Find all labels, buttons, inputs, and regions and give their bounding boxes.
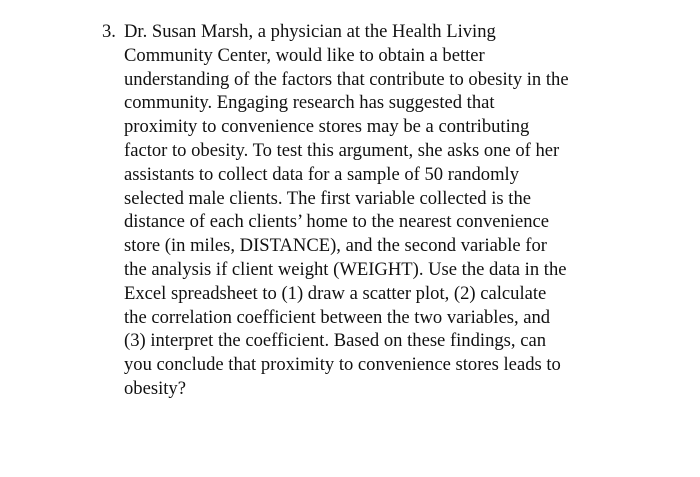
question-line: store (in miles, DISTANCE), and the second variable for <box>124 235 547 257</box>
question-line: Community Center, would like to obtain a better <box>124 44 485 66</box>
question-line: community. Engaging research has suggested that <box>124 92 495 114</box>
question-line: (3) interpret the coefficient. Based on these findings, can <box>124 330 546 352</box>
question-line: proximity to convenience stores may be a contributing <box>124 116 530 138</box>
question-line: the analysis if client weight (WEIGHT). Use the data in the <box>124 258 567 280</box>
question-text <box>124 20 622 401</box>
question-line: selected male clients. The first variable collected is the <box>124 187 532 209</box>
question-line: understanding of the factors that contribute to obesity in the <box>124 68 569 90</box>
question-line: obesity? <box>124 377 186 399</box>
question-line: distance of each clients’ home to the nearest convenience <box>124 211 550 233</box>
question-line: you conclude that proximity to convenience stores leads to <box>124 354 561 376</box>
question-line: assistants to collect data for a sample of 50 randomly <box>124 163 520 185</box>
question-line: Dr. Susan Marsh, a physician at the Health Living <box>124 21 496 42</box>
question-block <box>102 20 622 401</box>
question-line: the correlation coefficient between the two variables, and <box>124 306 551 328</box>
question-line: Excel spreadsheet to (1) draw a scatter plot, (2) calculate <box>124 282 547 304</box>
question-line: factor to obesity. To test this argument, she asks one of her <box>124 139 560 161</box>
question-number: 3. <box>102 21 116 42</box>
